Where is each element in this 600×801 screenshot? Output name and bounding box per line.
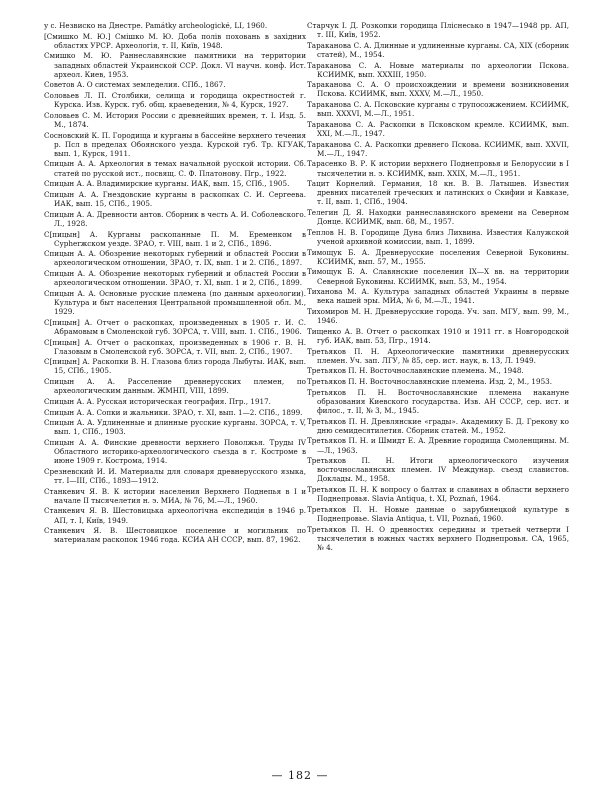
bibliography-entry: Соловьев Л. П. Столбики, селища и городища окрестностей г. Курска. Изв. Курск. губ. общ. краеведения, № 4, Курск, 1927.: [44, 91, 306, 110]
bibliography-entry: Сосновский К. П. Городища и курганы в бассейне верхнего течения р. Псл в пределах Обоянского уезда. Курской губ. Тр. КГУАК, вып. 1, Курск, 1911.: [44, 130, 306, 158]
bibliography-entry: Спицын А. А. Обозрение некоторых губерний и областей России в археологическом отношении. ЗРАО, т. XI, вып. 1 и 2, СПб., 1899.: [44, 269, 306, 288]
bibliography-entry: Третьяков П. Н. Восточнославянские племена накануне образования Киевского государства. Изв. АН СССР, сер. ист. и филос., т. II, № 3, М., 1945.: [307, 387, 569, 415]
bibliography-entry: Соловьев С. М. История России с древнейших времен, т. I. Изд. 5. М., 1874.: [44, 110, 306, 129]
bibliography-entry: Тимощук Б. А. Древнерусские поселения Северной Буковины. КСИИМК, вып. 57, М., 1955.: [307, 247, 569, 266]
bibliography-entry: С[пицын] А. Отчет о раскопках, произведенных в 1905 г. И. С. Абрамовым в Смоленской губ. ЗОРСА, т. VIII, вып. 1. СПб., 1906.: [44, 317, 306, 336]
bibliography-entry: Третьяков П. Н. и Шмидт Е. А. Древние городища Смоленщины. М.—Л., 1963.: [307, 436, 569, 455]
bibliography-entry: Тараканова С. А. О происхождении и времени возникновения Пскова. КСИИМК, вып. XXXV, М.—Л., 1950.: [307, 80, 569, 99]
bibliography-entry: Тихомиров М. Н. Древнерусские города. Уч. зап. МГУ, вып. 99, М., 1946.: [307, 307, 569, 326]
bibliography-entry: Спицын А. А. Основные русские племена (по данным археологии). Культура и быт населения Центральной промышленной обл. М., 1929.: [44, 288, 306, 317]
bibliography-entry: Третьяков П. Н. Восточнославянские племена. Изд. 2, М., 1953.: [307, 377, 553, 387]
bibliography-entry: Спицын А. А. Гнездовские курганы в раскопках С. И. Сергеева. ИАК, вып. 15, СПб., 1905.: [44, 189, 306, 209]
bibliography-entry: Третьяков П. Н. Итоги археологического изучения восточнославянских племен. IV Междунар. съезд славистов. Доклады. М., 1958.: [307, 456, 569, 484]
page-number: — 182 —: [271, 769, 329, 782]
bibliography-right-column: [307, 21, 569, 554]
bibliography-entry: Тараканова С. А. Раскопки в Псковском кремле. КСИИМК, вып. XXI, М.—Л., 1947.: [307, 119, 569, 138]
bibliography-entry: Третьяков П. Н. О древностях середины и третьей четверти I тысячелетия в южных частях верхнего Поднепровья. СА, 1965, № 4.: [307, 524, 569, 552]
bibliography-entry: [Смишко М. Ю.] Смiшко М. Ю. Доба полiв поховань в захiдних областях УРСР. Археологiя, т. II, Київ, 1948.: [44, 31, 306, 50]
bibliography-entry: Спицын А. А. Владимирские курганы. ИАК, вып. 15, СПб., 1905.: [44, 179, 290, 189]
bibliography-entry: Спицын А. А. Финские древности верхнего Поволжья. Труды IV Областного историко-археологического съезда в г. Костроме в июне 1909 г. Кострома, 1914.: [44, 438, 306, 466]
bibliography-entry: Телегин Д. Я. Находки раннеславянского времени на Северном Донце. КСИИМК, вып. 68, М., 1957.: [307, 208, 569, 227]
bibliography-entry: Спицын А. А. Обозрение некоторых губерний и областей России в археологическом отношении, ЗРАО, т. IX, вып. 1 и 2. СПб., 1897.: [44, 249, 306, 268]
bibliography-entry: Смишко М. Ю. Раннеславянские памятники на территории западных областей Украинской ССР. Докл. VI научн. конф. Ист. археол. Киев, 1953.: [44, 51, 306, 79]
bibliography-entry: Третьяков П. Н. Восточнославянские племена. М., 1948.: [307, 366, 524, 376]
bibliography-entry: Тарасенко В. Р. К истории верхнего Поднепровья и Белоруссии в I тысячелетии н. э. КСИИМК, вып. XXIX, М.—Л., 1951.: [307, 159, 569, 178]
bibliography-entry: С[пицын] А. Раскопки В. Н. Глазова близ города Лыбуты. ИАК, вып. 15, СПб., 1905.: [44, 357, 306, 376]
bibliography-entry: Тараканова С. А. Псковские курганы с трупосожжением. КСИИМК, вып. XXXVI, М.—Л., 1951.: [307, 100, 569, 119]
bibliography-entry: Спицын А. А. Удлиненные и длинные русские курганы. ЗОРСА, т. V, вып. 1, СПб., 1903.: [44, 418, 306, 437]
bibliography-entry: Станкевич Я. В. Шестовицкое поселение и могильник по материалам раскопок 1946 года. КСИА АН СССР, вып. 87, 1962.: [44, 526, 306, 545]
bibliography-entry: Тищенко А. В. Отчет о раскопках 1910 и 1911 гг. в Новгородской губ. ИАК, вып. 53, Пгр., 1914.: [307, 326, 569, 345]
bibliography-entry: Станкевич Я. В. К истории населения Верхнего Поднепья в I и начале II тысячелетия н. э. МИА, № 76, М.—Л., 1960.: [44, 486, 306, 505]
bibliography-entry: Третьяков П. Н. Новые данные о зарубинецкой культуре в Поднепровье. Slavia Antiqua, t. VII, Poznań, 1960.: [307, 504, 569, 523]
bibliography-entry: у с. Незвиско на Днестре. Památky archeologické, LI, 1960.: [44, 21, 268, 30]
bibliography-entry: Срезневский И. И. Материалы для словаря древнерусского языка, тт. I—III, СПб., 1893—1912.: [44, 466, 306, 485]
bibliography-entry: Тараканова С. А. Новые материалы по археологии Пскова. КСИИМК, вып. XXXIII, 1950.: [307, 60, 569, 79]
bibliography-entry: Тимощук Б. А. Славянские поселения IX—X вв. на территории Северной Буковины. КСИИМК, вып. 53, М., 1954.: [307, 267, 569, 286]
bibliography-entry: Спицын А. А. Сопки и жальники. ЗРАО, т. XI, вып. 1—2. СПб., 1899.: [44, 407, 303, 417]
bibliography-entry: Советов А. О системах земледелия. СПб., 1867.: [44, 80, 226, 90]
bibliography-entry: Старчук I. Д. Розкопки городища Плiснесько в 1947—1948 рр. АП, т. III, Київ, 1952.: [307, 21, 569, 40]
bibliography-left-column: [44, 21, 306, 546]
bibliography-entry: С[пицын] А. Отчет о раскопках, произведенных в 1906 г. В. Н. Глазовым в Смоленской губ. ЗОРСА, т. VII, вып. 2, СПб., 1907.: [44, 337, 306, 356]
bibliography-entry: Третьяков П. Н. К вопросу о балтах и славянах в области верхнего Поднепровья. Slavia Antiqua, t. XI, Poznań, 1964.: [307, 485, 569, 504]
bibliography-entry: Спицын А. А. Археология в темах начальной русской истории. Сб. статей по русской ист., посвящ. С. Ф. Платонову. Пгр., 1922.: [44, 159, 306, 178]
bibliography-entry: Спицын А. А. Русская историческая география. Пгр., 1917.: [44, 396, 271, 406]
bibliography-entry: Спицын А. А. Древности антов. Сборник в честь А. И. Соболевского. Л., 1928.: [44, 209, 306, 228]
bibliography-entry: Третьяков П. Н. Археологические памятники древнерусских племен. Уч. зап. ЛГУ, № 85, сер. ист. наук, в. 13, Л. 1949.: [307, 346, 569, 365]
bibliography-entry: Тараканова С. А. Длинные и удлиненные курганы. СА, XIX (сборник статей), М., 1954.: [307, 40, 569, 59]
bibliography-entry: Тараканова С. А. Раскопки древнего Пскова. КСИИМК, вып. XXVII, М.—Л., 1947.: [307, 139, 569, 158]
bibliography-entry: Станкевич Я. В. Шестовицька археологiчна експедицiя в 1946 р. АП, т. I, Київ, 1949.: [44, 506, 306, 525]
bibliography-entry: Спицын А. А. Расселение древнерусских племен, по археологическим данным. ЖМНП, VIII, 1899.: [44, 377, 306, 396]
bibliography-entry: Тиханова М. А. Культура западных областей Украины в первые века нашей эры. МИА, № 6, М.—Л., 1941.: [307, 287, 569, 306]
bibliography-entry: Теплов Н. В. Городище Дуна близ Лихвина. Известия Калужской ученой архивной комиссии, вып. 1, 1899.: [307, 227, 569, 246]
bibliography-entry: Третьяков П. Н. Древлянские «грады». Академику Б. Д. Грекову ко дню семидесятилетия. Сборник статей. М., 1952.: [307, 416, 569, 435]
bibliography-entry: С[пицын] А. Курганы раскопанные П. М. Еременком в Сурherжском уезде. ЗРАО, т. VIII, вып. 1 и 2, СПб., 1896.: [44, 229, 306, 248]
bibliography-entry: Тацит Корнелий. Германия, 18 кн. В. В. Латышев. Известия древних писателей греческих и латинских о Скифии и Кавказе, т. II, вып. 1, СПб., 1904.: [307, 179, 569, 207]
